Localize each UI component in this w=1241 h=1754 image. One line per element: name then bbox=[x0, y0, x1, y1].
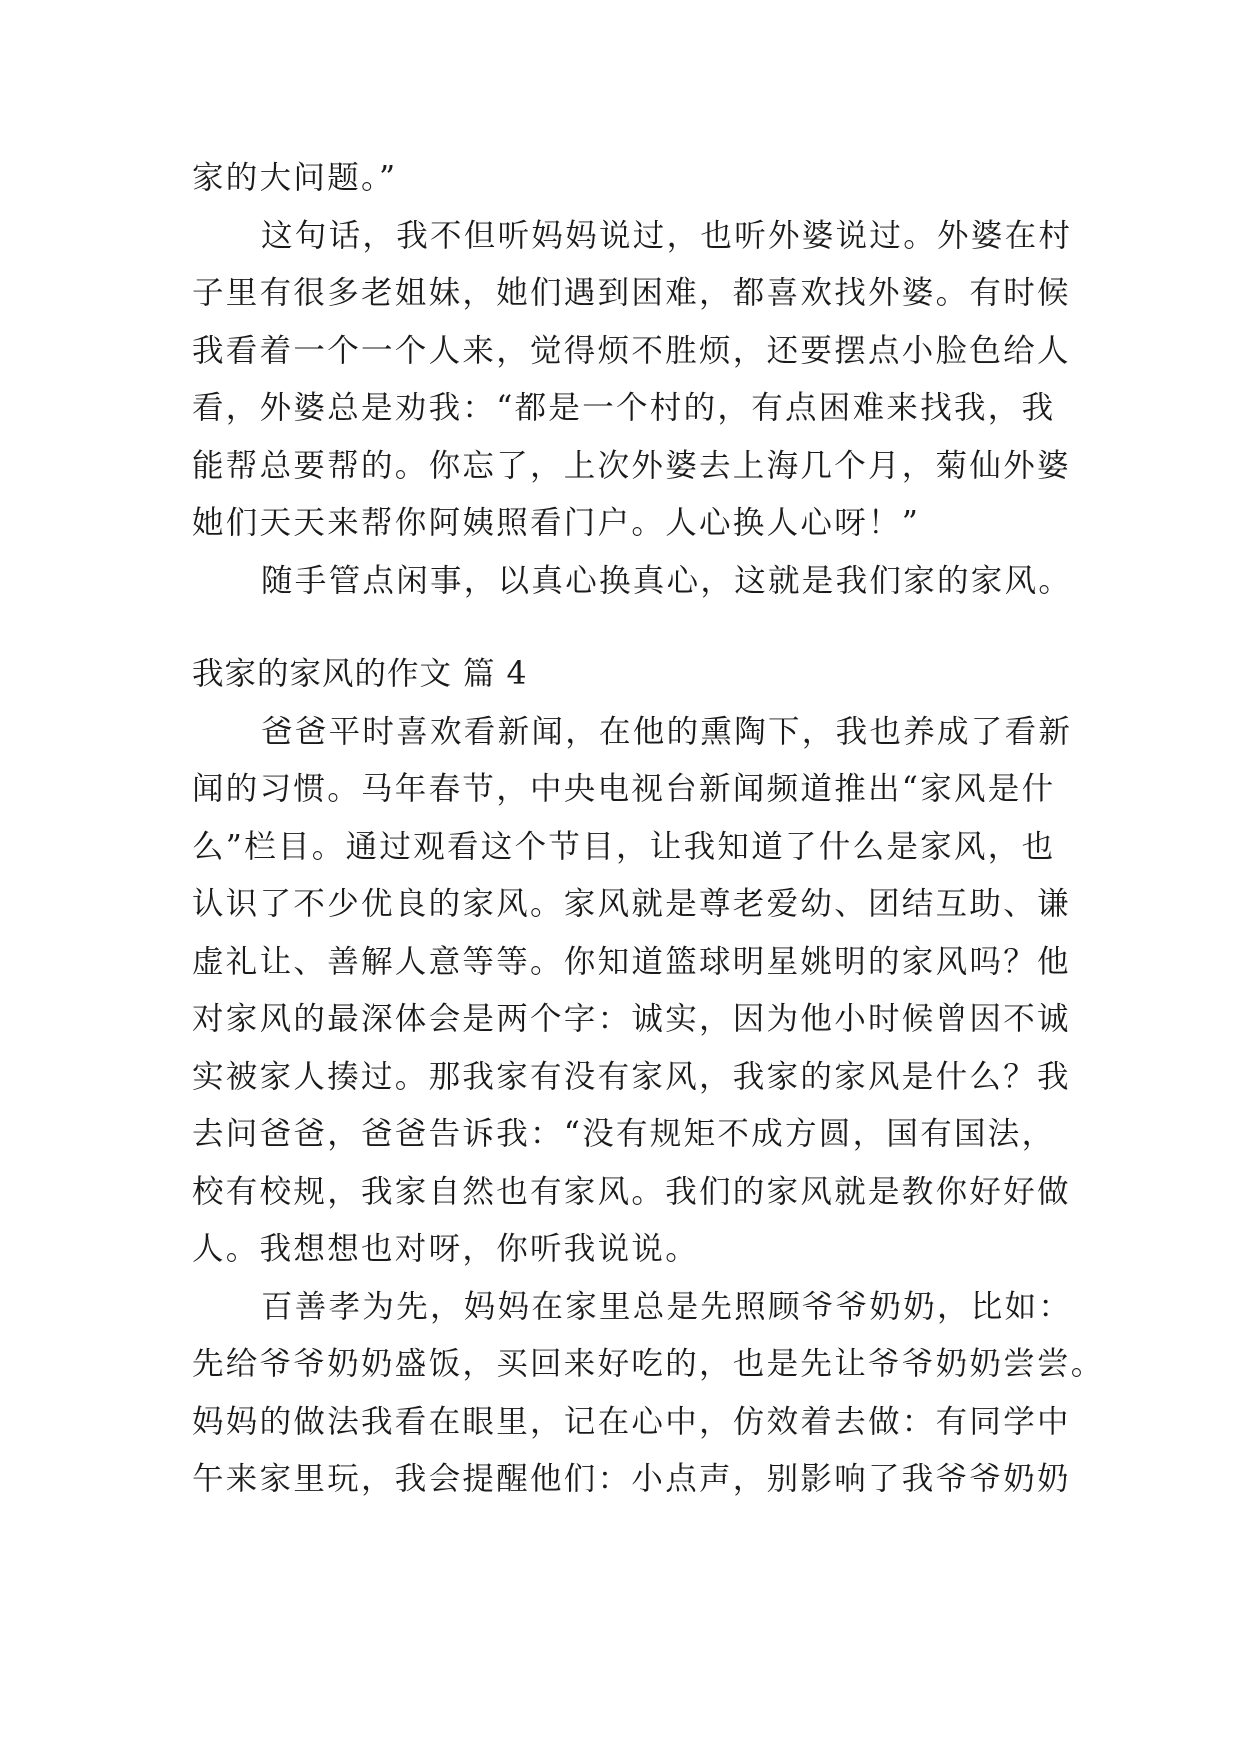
text-line: 实被家人揍过。那我家有没有家风，我家的家风是什么？我 bbox=[192, 1058, 1071, 1095]
text-line: 校有校规，我家自然也有家风。我们的家风就是教你好好做 bbox=[192, 1173, 1071, 1210]
essay-body bbox=[192, 150, 1105, 1509]
text-line: 随手管点闲事，以真心换真心，这就是我们家的家风。 bbox=[261, 562, 1073, 599]
text-line: 子里有很多老姐妹，她们遇到困难，都喜欢找外婆。有时候 bbox=[192, 275, 1071, 311]
paragraph-continuation bbox=[192, 150, 1072, 208]
text-line: 这句话，我不但听妈妈说过，也听外婆说过。外婆在村 bbox=[261, 217, 1073, 254]
text-line: 认识了不少优良的家风。家风就是尊老爱幼、团结互助、谦 bbox=[192, 886, 1071, 922]
text-line: 我看着一个一个人来，觉得烦不胜烦，还要摆点小脸色给人 bbox=[192, 332, 1071, 369]
section-heading: 我家的家风的作文 篇 4 bbox=[192, 656, 528, 692]
text-line: 么”栏目。通过观看这个节目，让我知道了什么是家风，也 bbox=[192, 828, 1056, 865]
text-line: 妈妈的做法我看在眼里，记在心中，仿效着去做：有同学中 bbox=[192, 1403, 1071, 1440]
text-line: 午来家里玩，我会提醒他们：小点声，别影响了我爷爷奶奶 bbox=[192, 1461, 1071, 1497]
paragraph-grandma bbox=[192, 208, 1072, 553]
text-line: 人。我想想也对呀，你听我说说。 bbox=[192, 1231, 700, 1267]
text-line: 对家风的最深体会是两个字：诚实，因为他小时候曾因不诚 bbox=[192, 1001, 1071, 1037]
text-line: 百善孝为先，妈妈在家里总是先照顾爷爷奶奶，比如： bbox=[261, 1288, 1073, 1325]
text-line: 闻的习惯。马年春节，中央电视台新闻频道推出“家风是什 bbox=[192, 771, 1056, 807]
text-line: 先给爷爷奶奶盛饭，买回来好吃的，也是先让爷爷奶奶尝尝。 bbox=[192, 1346, 1105, 1382]
paragraph-news bbox=[192, 704, 1072, 1279]
section-gap bbox=[192, 610, 1072, 646]
text-line: 能帮总要帮的。你忘了，上次外婆去上海几个月，菊仙外婆 bbox=[192, 447, 1071, 484]
paragraph-filial-piety bbox=[192, 1279, 1105, 1509]
text-line: 看，外婆总是劝我：“都是一个村的，有点困难来找我，我 bbox=[192, 390, 1056, 426]
text-line: 虚礼让、善解人意等等。你知道篮球明星姚明的家风吗？他 bbox=[192, 943, 1071, 980]
paragraph-conclusion bbox=[192, 553, 1072, 611]
text-line: 去问爸爸，爸爸告诉我：“没有规矩不成方圆，国有国法， bbox=[192, 1116, 1056, 1152]
text-line: 爸爸平时喜欢看新闻，在他的熏陶下，我也养成了看新 bbox=[261, 713, 1073, 750]
text-line: 家的大问题。” bbox=[192, 160, 398, 196]
text-line: 她们天天来帮你阿姨照看门户。人心换人心呀！” bbox=[192, 505, 921, 541]
